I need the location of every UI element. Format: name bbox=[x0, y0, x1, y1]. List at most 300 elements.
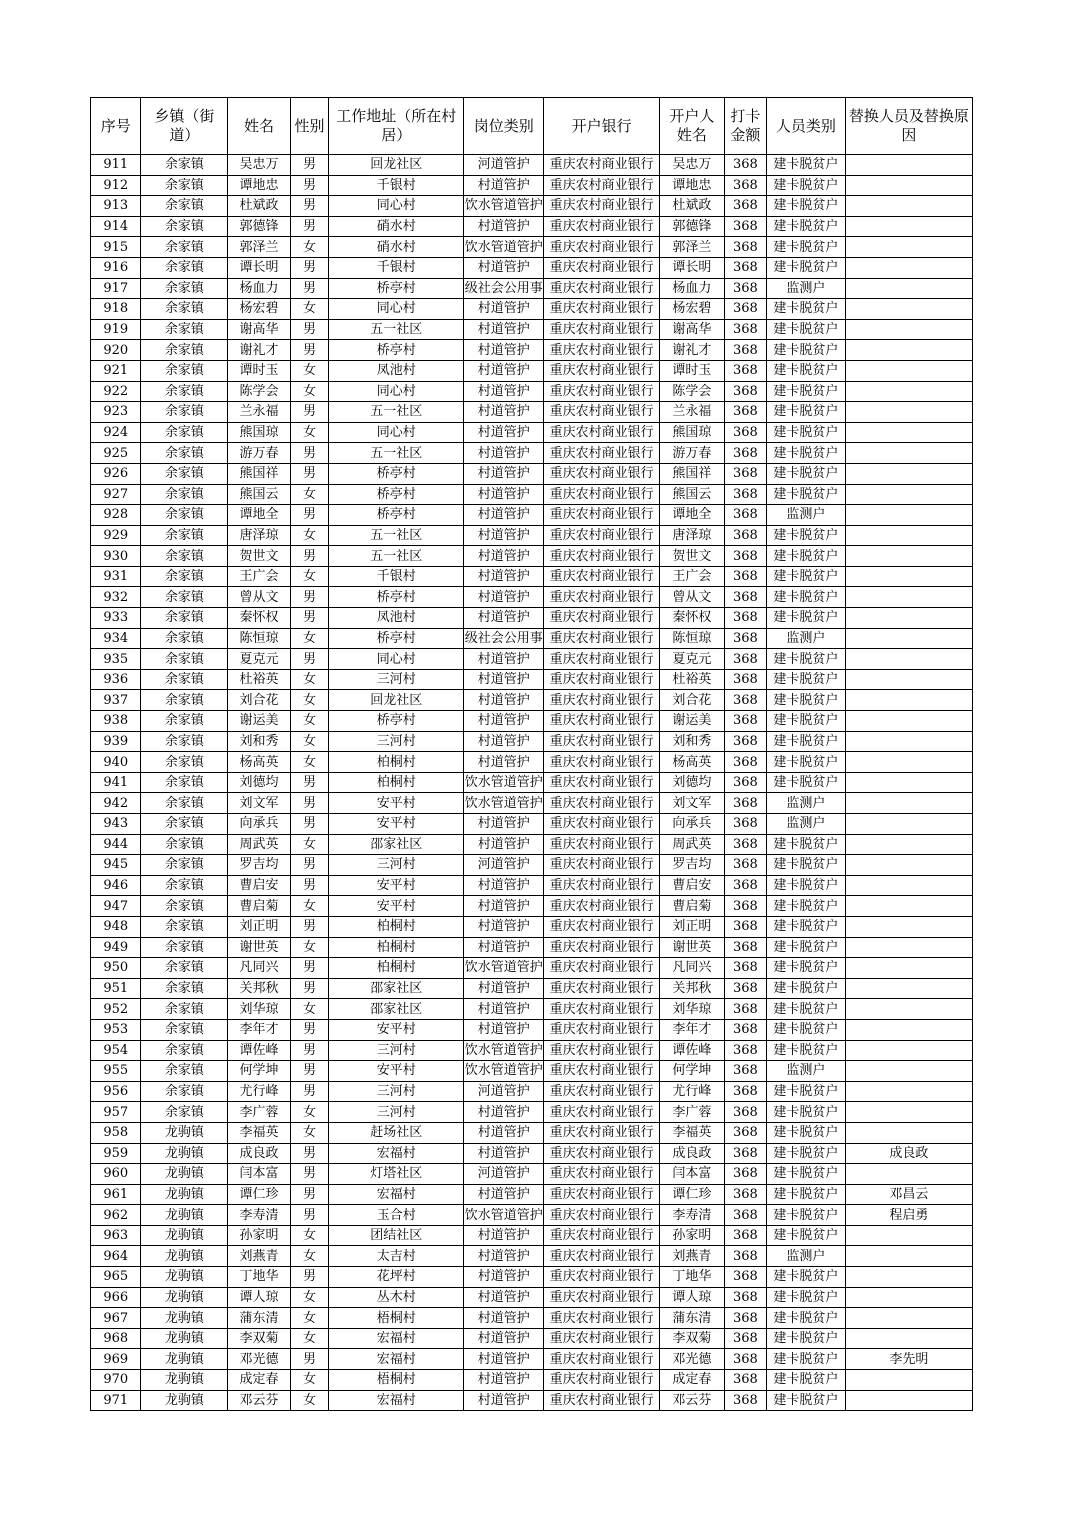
cell-township: 余家镇 bbox=[141, 484, 228, 505]
cell-name: 刘合花 bbox=[228, 690, 291, 711]
cell-name: 谭长明 bbox=[228, 257, 291, 278]
table-row bbox=[91, 299, 973, 320]
cell-category: 建卡脱贫户 bbox=[767, 1184, 846, 1205]
cell-amount: 368 bbox=[724, 1287, 766, 1308]
cell-name: 陈恒琼 bbox=[228, 628, 291, 649]
cell-replacement bbox=[845, 875, 972, 896]
cell-township: 余家镇 bbox=[141, 896, 228, 917]
cell-township: 龙驹镇 bbox=[141, 1390, 228, 1411]
cell-index: 918 bbox=[91, 299, 141, 320]
cell-holder: 刘华琼 bbox=[660, 999, 725, 1020]
cell-bank: 重庆农村商业银行 bbox=[544, 360, 660, 381]
cell-replacement bbox=[845, 1040, 972, 1061]
cell-amount: 368 bbox=[724, 814, 766, 835]
cell-township: 余家镇 bbox=[141, 1019, 228, 1040]
cell-bank: 重庆农村商业银行 bbox=[544, 422, 660, 443]
cell-township: 余家镇 bbox=[141, 587, 228, 608]
cell-address: 宏福村 bbox=[329, 1390, 464, 1411]
cell-amount: 368 bbox=[724, 875, 766, 896]
cell-name: 刘和秀 bbox=[228, 731, 291, 752]
cell-replacement bbox=[845, 834, 972, 855]
cell-post: 村道管护 bbox=[464, 1267, 544, 1288]
cell-gender: 男 bbox=[290, 505, 328, 526]
cell-name: 杨高英 bbox=[228, 752, 291, 773]
cell-holder: 游万春 bbox=[660, 443, 725, 464]
cell-post: 村道管护 bbox=[464, 978, 544, 999]
cell-post: 村道管护 bbox=[464, 525, 544, 546]
cell-post: 饮水管道管护 bbox=[464, 772, 544, 793]
cell-replacement bbox=[845, 999, 972, 1020]
cell-index: 927 bbox=[91, 484, 141, 505]
cell-bank: 重庆农村商业银行 bbox=[544, 628, 660, 649]
cell-gender: 男 bbox=[290, 340, 328, 361]
cell-bank: 重庆农村商业银行 bbox=[544, 1370, 660, 1391]
cell-amount: 368 bbox=[724, 1061, 766, 1082]
cell-gender: 男 bbox=[290, 1349, 328, 1370]
cell-post: 村道管护 bbox=[464, 1184, 544, 1205]
table-row bbox=[91, 1308, 973, 1329]
cell-index: 917 bbox=[91, 278, 141, 299]
cell-gender: 女 bbox=[290, 834, 328, 855]
cell-bank: 重庆农村商业银行 bbox=[544, 916, 660, 937]
cell-post: 村道管护 bbox=[464, 340, 544, 361]
table-row bbox=[91, 1328, 973, 1349]
cell-category: 建卡脱贫户 bbox=[767, 257, 846, 278]
table-row bbox=[91, 505, 973, 526]
cell-holder: 刘和秀 bbox=[660, 731, 725, 752]
cell-bank: 重庆农村商业银行 bbox=[544, 1308, 660, 1329]
cell-replacement bbox=[845, 525, 972, 546]
table-row bbox=[91, 1061, 973, 1082]
cell-name: 兰永福 bbox=[228, 402, 291, 423]
cell-name: 杜斌政 bbox=[228, 196, 291, 217]
cell-replacement bbox=[845, 649, 972, 670]
cell-post: 村道管护 bbox=[464, 443, 544, 464]
cell-address: 五一社区 bbox=[329, 443, 464, 464]
cell-holder: 关邦秋 bbox=[660, 978, 725, 999]
cell-index: 921 bbox=[91, 360, 141, 381]
cell-address: 太吉村 bbox=[329, 1246, 464, 1267]
cell-name: 贺世文 bbox=[228, 546, 291, 567]
cell-amount: 368 bbox=[724, 1246, 766, 1267]
cell-post: 级社会公用事 bbox=[464, 278, 544, 299]
cell-township: 余家镇 bbox=[141, 772, 228, 793]
cell-holder: 刘正明 bbox=[660, 916, 725, 937]
cell-index: 963 bbox=[91, 1225, 141, 1246]
cell-address: 同心村 bbox=[329, 299, 464, 320]
cell-replacement bbox=[845, 237, 972, 258]
cell-bank: 重庆农村商业银行 bbox=[544, 237, 660, 258]
table-row bbox=[91, 175, 973, 196]
cell-index: 934 bbox=[91, 628, 141, 649]
cell-township: 龙驹镇 bbox=[141, 1328, 228, 1349]
cell-holder: 谢高华 bbox=[660, 319, 725, 340]
cell-amount: 368 bbox=[724, 731, 766, 752]
cell-amount: 368 bbox=[724, 793, 766, 814]
cell-category: 建卡脱贫户 bbox=[767, 958, 846, 979]
cell-replacement bbox=[845, 155, 972, 176]
cell-post: 村道管护 bbox=[464, 1122, 544, 1143]
cell-post: 饮水管道管护 bbox=[464, 237, 544, 258]
cell-category: 监测户 bbox=[767, 1246, 846, 1267]
cell-post: 河道管护 bbox=[464, 1081, 544, 1102]
cell-amount: 368 bbox=[724, 711, 766, 732]
cell-name: 熊国琼 bbox=[228, 422, 291, 443]
table-row bbox=[91, 752, 973, 773]
cell-gender: 女 bbox=[290, 896, 328, 917]
cell-name: 邓云芬 bbox=[228, 1390, 291, 1411]
cell-replacement bbox=[845, 608, 972, 629]
cell-township: 龙驹镇 bbox=[141, 1349, 228, 1370]
cell-holder: 刘文军 bbox=[660, 793, 725, 814]
cell-gender: 男 bbox=[290, 793, 328, 814]
cell-post: 村道管护 bbox=[464, 402, 544, 423]
cell-gender: 男 bbox=[290, 814, 328, 835]
cell-holder: 郭德锋 bbox=[660, 216, 725, 237]
cell-amount: 368 bbox=[724, 1184, 766, 1205]
cell-post: 河道管护 bbox=[464, 155, 544, 176]
cell-category: 监测户 bbox=[767, 278, 846, 299]
cell-amount: 368 bbox=[724, 155, 766, 176]
cell-replacement bbox=[845, 711, 972, 732]
cell-township: 余家镇 bbox=[141, 937, 228, 958]
cell-index: 937 bbox=[91, 690, 141, 711]
cell-index: 944 bbox=[91, 834, 141, 855]
cell-category: 建卡脱贫户 bbox=[767, 690, 846, 711]
cell-category: 建卡脱贫户 bbox=[767, 237, 846, 258]
cell-name: 夏克元 bbox=[228, 649, 291, 670]
cell-amount: 368 bbox=[724, 237, 766, 258]
cell-post: 村道管护 bbox=[464, 505, 544, 526]
cell-amount: 368 bbox=[724, 525, 766, 546]
cell-amount: 368 bbox=[724, 1267, 766, 1288]
cell-index: 939 bbox=[91, 731, 141, 752]
table-row bbox=[91, 566, 973, 587]
cell-amount: 368 bbox=[724, 402, 766, 423]
header-cell-name: 姓名 bbox=[228, 98, 291, 155]
cell-holder: 成良政 bbox=[660, 1143, 725, 1164]
cell-post: 村道管护 bbox=[464, 731, 544, 752]
table-row bbox=[91, 875, 973, 896]
cell-replacement bbox=[845, 1164, 972, 1185]
cell-bank: 重庆农村商业银行 bbox=[544, 505, 660, 526]
cell-index: 935 bbox=[91, 649, 141, 670]
cell-bank: 重庆农村商业银行 bbox=[544, 669, 660, 690]
table-row bbox=[91, 1225, 973, 1246]
roster-table bbox=[90, 97, 973, 1411]
cell-index: 929 bbox=[91, 525, 141, 546]
cell-post: 级社会公用事 bbox=[464, 628, 544, 649]
cell-address: 灯塔社区 bbox=[329, 1164, 464, 1185]
cell-index: 925 bbox=[91, 443, 141, 464]
cell-gender: 男 bbox=[290, 1040, 328, 1061]
cell-index: 966 bbox=[91, 1287, 141, 1308]
cell-bank: 重庆农村商业银行 bbox=[544, 319, 660, 340]
cell-replacement: 邓昌云 bbox=[845, 1184, 972, 1205]
cell-gender: 男 bbox=[290, 1081, 328, 1102]
cell-name: 谢运美 bbox=[228, 711, 291, 732]
cell-category: 建卡脱贫户 bbox=[767, 1328, 846, 1349]
cell-category: 建卡脱贫户 bbox=[767, 834, 846, 855]
cell-amount: 368 bbox=[724, 1102, 766, 1123]
cell-gender: 男 bbox=[290, 1061, 328, 1082]
cell-township: 余家镇 bbox=[141, 669, 228, 690]
cell-holder: 谢世英 bbox=[660, 937, 725, 958]
table-row bbox=[91, 731, 973, 752]
cell-index: 961 bbox=[91, 1184, 141, 1205]
header-cell-bank: 开户银行 bbox=[544, 98, 660, 155]
cell-replacement bbox=[845, 916, 972, 937]
cell-address: 邵家社区 bbox=[329, 999, 464, 1020]
cell-holder: 秦怀权 bbox=[660, 608, 725, 629]
cell-name: 秦怀权 bbox=[228, 608, 291, 629]
cell-replacement bbox=[845, 855, 972, 876]
cell-replacement bbox=[845, 1390, 972, 1411]
cell-address: 三河村 bbox=[329, 731, 464, 752]
cell-name: 曾从文 bbox=[228, 587, 291, 608]
cell-name: 李广蓉 bbox=[228, 1102, 291, 1123]
cell-name: 闫本富 bbox=[228, 1164, 291, 1185]
cell-index: 920 bbox=[91, 340, 141, 361]
cell-category: 建卡脱贫户 bbox=[767, 484, 846, 505]
cell-gender: 男 bbox=[290, 1205, 328, 1226]
cell-replacement bbox=[845, 1019, 972, 1040]
cell-category: 建卡脱贫户 bbox=[767, 855, 846, 876]
table-row bbox=[91, 978, 973, 999]
cell-township: 龙驹镇 bbox=[141, 1184, 228, 1205]
cell-post: 村道管护 bbox=[464, 360, 544, 381]
cell-address: 回龙社区 bbox=[329, 690, 464, 711]
cell-amount: 368 bbox=[724, 958, 766, 979]
header-cell-holder: 开户人姓名 bbox=[660, 98, 725, 155]
cell-holder: 王广会 bbox=[660, 566, 725, 587]
cell-name: 谢礼才 bbox=[228, 340, 291, 361]
cell-post: 村道管护 bbox=[464, 463, 544, 484]
table-row bbox=[91, 422, 973, 443]
cell-index: 912 bbox=[91, 175, 141, 196]
cell-post: 村道管护 bbox=[464, 1308, 544, 1329]
cell-bank: 重庆农村商业银行 bbox=[544, 978, 660, 999]
cell-amount: 368 bbox=[724, 1370, 766, 1391]
table-row bbox=[91, 237, 973, 258]
table-row bbox=[91, 834, 973, 855]
cell-index: 956 bbox=[91, 1081, 141, 1102]
cell-address: 邵家社区 bbox=[329, 978, 464, 999]
cell-township: 龙驹镇 bbox=[141, 1225, 228, 1246]
cell-holder: 何学坤 bbox=[660, 1061, 725, 1082]
cell-replacement bbox=[845, 505, 972, 526]
cell-address: 三河村 bbox=[329, 1081, 464, 1102]
cell-name: 刘德均 bbox=[228, 772, 291, 793]
cell-index: 970 bbox=[91, 1370, 141, 1391]
cell-address: 宏福村 bbox=[329, 1143, 464, 1164]
cell-post: 村道管护 bbox=[464, 649, 544, 670]
cell-name: 刘文军 bbox=[228, 793, 291, 814]
cell-holder: 谭地忠 bbox=[660, 175, 725, 196]
table-row bbox=[91, 855, 973, 876]
cell-gender: 女 bbox=[290, 299, 328, 320]
cell-gender: 女 bbox=[290, 1328, 328, 1349]
cell-holder: 罗吉均 bbox=[660, 855, 725, 876]
cell-replacement bbox=[845, 257, 972, 278]
cell-bank: 重庆农村商业银行 bbox=[544, 690, 660, 711]
cell-township: 余家镇 bbox=[141, 793, 228, 814]
cell-replacement bbox=[845, 1308, 972, 1329]
cell-address: 桥亭村 bbox=[329, 484, 464, 505]
cell-category: 建卡脱贫户 bbox=[767, 772, 846, 793]
cell-name: 熊国祥 bbox=[228, 463, 291, 484]
cell-address: 同心村 bbox=[329, 381, 464, 402]
cell-gender: 女 bbox=[290, 1390, 328, 1411]
cell-holder: 孙家明 bbox=[660, 1225, 725, 1246]
cell-holder: 李年才 bbox=[660, 1019, 725, 1040]
cell-township: 余家镇 bbox=[141, 546, 228, 567]
table-row bbox=[91, 999, 973, 1020]
table-row bbox=[91, 896, 973, 917]
cell-amount: 368 bbox=[724, 257, 766, 278]
cell-township: 余家镇 bbox=[141, 155, 228, 176]
cell-bank: 重庆农村商业银行 bbox=[544, 772, 660, 793]
cell-gender: 男 bbox=[290, 216, 328, 237]
cell-address: 硝水村 bbox=[329, 237, 464, 258]
cell-gender: 男 bbox=[290, 649, 328, 670]
cell-name: 陈学会 bbox=[228, 381, 291, 402]
cell-name: 王广会 bbox=[228, 566, 291, 587]
cell-name: 关邦秋 bbox=[228, 978, 291, 999]
cell-category: 建卡脱贫户 bbox=[767, 999, 846, 1020]
cell-township: 余家镇 bbox=[141, 814, 228, 835]
table-row bbox=[91, 1287, 973, 1308]
cell-amount: 368 bbox=[724, 196, 766, 217]
cell-holder: 李广蓉 bbox=[660, 1102, 725, 1123]
cell-index: 922 bbox=[91, 381, 141, 402]
cell-gender: 男 bbox=[290, 1019, 328, 1040]
cell-bank: 重庆农村商业银行 bbox=[544, 525, 660, 546]
cell-address: 宏福村 bbox=[329, 1328, 464, 1349]
cell-post: 村道管护 bbox=[464, 1246, 544, 1267]
cell-township: 龙驹镇 bbox=[141, 1370, 228, 1391]
cell-address: 三河村 bbox=[329, 1040, 464, 1061]
cell-amount: 368 bbox=[724, 340, 766, 361]
cell-name: 刘华琼 bbox=[228, 999, 291, 1020]
cell-replacement bbox=[845, 340, 972, 361]
cell-address: 五一社区 bbox=[329, 319, 464, 340]
cell-name: 李双菊 bbox=[228, 1328, 291, 1349]
cell-category: 建卡脱贫户 bbox=[767, 608, 846, 629]
header-cell-post: 岗位类别 bbox=[464, 98, 544, 155]
cell-index: 947 bbox=[91, 896, 141, 917]
cell-replacement bbox=[845, 1328, 972, 1349]
cell-address: 五一社区 bbox=[329, 402, 464, 423]
cell-gender: 男 bbox=[290, 587, 328, 608]
cell-index: 915 bbox=[91, 237, 141, 258]
cell-replacement bbox=[845, 978, 972, 999]
cell-post: 河道管护 bbox=[464, 1164, 544, 1185]
cell-holder: 尤行峰 bbox=[660, 1081, 725, 1102]
cell-category: 建卡脱贫户 bbox=[767, 1205, 846, 1226]
cell-amount: 368 bbox=[724, 1390, 766, 1411]
cell-index: 968 bbox=[91, 1328, 141, 1349]
cell-address: 邵家社区 bbox=[329, 834, 464, 855]
cell-gender: 女 bbox=[290, 484, 328, 505]
table-row bbox=[91, 340, 973, 361]
cell-post: 村道管护 bbox=[464, 999, 544, 1020]
cell-replacement bbox=[845, 484, 972, 505]
cell-address: 团结社区 bbox=[329, 1225, 464, 1246]
cell-post: 村道管护 bbox=[464, 1019, 544, 1040]
cell-index: 949 bbox=[91, 937, 141, 958]
cell-gender: 男 bbox=[290, 772, 328, 793]
table-row bbox=[91, 257, 973, 278]
table-row bbox=[91, 484, 973, 505]
cell-holder: 杨高英 bbox=[660, 752, 725, 773]
cell-category: 建卡脱贫户 bbox=[767, 196, 846, 217]
cell-holder: 吴忠万 bbox=[660, 155, 725, 176]
cell-address: 桥亭村 bbox=[329, 711, 464, 732]
cell-index: 916 bbox=[91, 257, 141, 278]
cell-name: 杜裕英 bbox=[228, 669, 291, 690]
cell-name: 李福英 bbox=[228, 1122, 291, 1143]
cell-township: 余家镇 bbox=[141, 505, 228, 526]
cell-name: 罗吉均 bbox=[228, 855, 291, 876]
cell-township: 余家镇 bbox=[141, 196, 228, 217]
cell-post: 村道管护 bbox=[464, 937, 544, 958]
cell-name: 郭泽兰 bbox=[228, 237, 291, 258]
cell-amount: 368 bbox=[724, 649, 766, 670]
cell-name: 尤行峰 bbox=[228, 1081, 291, 1102]
cell-bank: 重庆农村商业银行 bbox=[544, 175, 660, 196]
cell-index: 951 bbox=[91, 978, 141, 999]
cell-gender: 女 bbox=[290, 422, 328, 443]
cell-bank: 重庆农村商业银行 bbox=[544, 299, 660, 320]
cell-post: 村道管护 bbox=[464, 422, 544, 443]
cell-address: 凤池村 bbox=[329, 608, 464, 629]
cell-address: 同心村 bbox=[329, 422, 464, 443]
cell-township: 余家镇 bbox=[141, 649, 228, 670]
cell-amount: 368 bbox=[724, 546, 766, 567]
cell-name: 曹启菊 bbox=[228, 896, 291, 917]
cell-bank: 重庆农村商业银行 bbox=[544, 484, 660, 505]
cell-amount: 368 bbox=[724, 916, 766, 937]
cell-gender: 女 bbox=[290, 628, 328, 649]
cell-name: 熊国云 bbox=[228, 484, 291, 505]
cell-replacement bbox=[845, 1246, 972, 1267]
cell-holder: 杜裕英 bbox=[660, 669, 725, 690]
cell-township: 余家镇 bbox=[141, 175, 228, 196]
cell-replacement bbox=[845, 381, 972, 402]
cell-township: 余家镇 bbox=[141, 422, 228, 443]
cell-bank: 重庆农村商业银行 bbox=[544, 196, 660, 217]
cell-category: 建卡脱贫户 bbox=[767, 1040, 846, 1061]
cell-replacement bbox=[845, 299, 972, 320]
cell-name: 刘燕青 bbox=[228, 1246, 291, 1267]
cell-replacement bbox=[845, 402, 972, 423]
cell-index: 965 bbox=[91, 1267, 141, 1288]
cell-address: 硝水村 bbox=[329, 216, 464, 237]
cell-amount: 368 bbox=[724, 896, 766, 917]
cell-bank: 重庆农村商业银行 bbox=[544, 814, 660, 835]
cell-post: 村道管护 bbox=[464, 566, 544, 587]
cell-post: 村道管护 bbox=[464, 814, 544, 835]
cell-name: 杨宏碧 bbox=[228, 299, 291, 320]
table-row bbox=[91, 916, 973, 937]
cell-township: 龙驹镇 bbox=[141, 1308, 228, 1329]
cell-replacement bbox=[845, 772, 972, 793]
table-row bbox=[91, 1349, 973, 1370]
cell-address: 同心村 bbox=[329, 196, 464, 217]
cell-gender: 男 bbox=[290, 319, 328, 340]
cell-holder: 杨宏碧 bbox=[660, 299, 725, 320]
